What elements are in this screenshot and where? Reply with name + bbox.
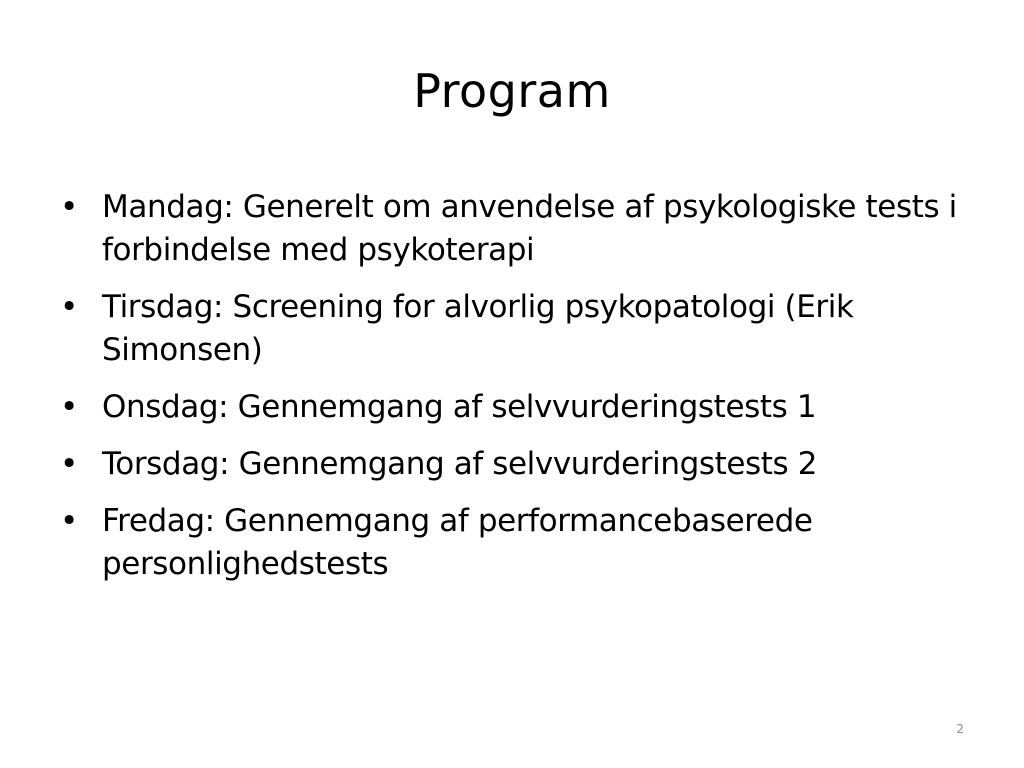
- list-item-wednesday: [60, 386, 980, 429]
- list-item-monday: [60, 186, 980, 272]
- list-item-text: Torsdag: Gennemgang af selvvurderingstests 2: [102, 446, 818, 482]
- program-list: [60, 186, 980, 600]
- bullet-icon: •: [60, 446, 78, 482]
- slide-title: Program: [413, 64, 611, 118]
- bullet-icon: •: [60, 389, 78, 425]
- list-item-text: Fredag: Gennemgang af performancebaserede personlighedstests: [102, 503, 813, 582]
- list-item-thursday: [60, 443, 980, 486]
- bullet-icon: •: [60, 189, 78, 225]
- list-item-friday: [60, 500, 980, 586]
- list-item-text: Onsdag: Gennemgang af selvvurderingstests 1: [102, 389, 817, 425]
- bullet-icon: •: [60, 289, 78, 325]
- list-item-text: Mandag: Generelt om anvendelse af psykologiske tests i forbindelse med psykoterapi: [102, 189, 957, 268]
- list-item-text: Tirsdag: Screening for alvorlig psykopatologi (Erik Simonsen): [102, 289, 854, 368]
- list-item-tuesday: [60, 286, 980, 372]
- bullet-icon: •: [60, 503, 78, 539]
- slide-number: 2: [956, 722, 964, 736]
